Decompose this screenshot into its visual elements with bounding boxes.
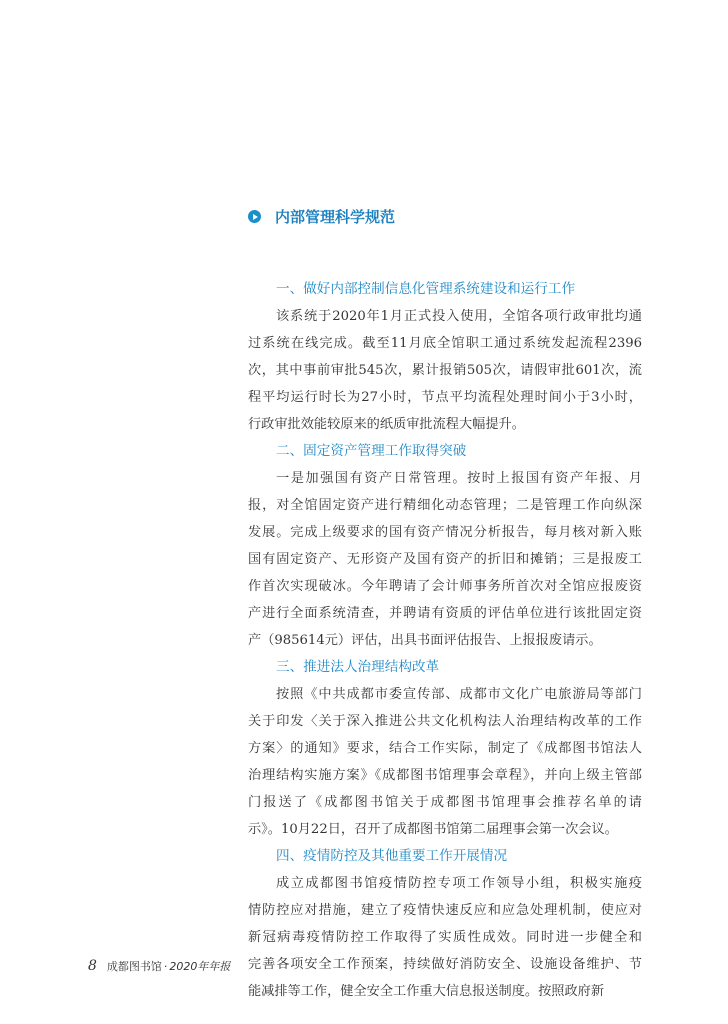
- paragraph-line: 一是加强国有资产日常管理。按时上报国有资产年报、月: [276, 471, 642, 486]
- paragraph-line: 报，对全馆固定资产进行精细化动态管理；二是管理工作向纵深: [248, 498, 642, 513]
- paragraph-line: 发展。完成上级要求的国有资产情况分析报告，每月核对新入账: [248, 525, 642, 540]
- paragraph-line: 情防控应对措施，建立了疫情快速反应和应急处理机制，使应对: [248, 903, 642, 918]
- section-header: [248, 206, 395, 227]
- paragraph-line: 国有固定资产、无形资产及国有资产的折旧和摊销；三是报废工: [248, 552, 642, 567]
- paragraph-line: 该系统于2020年1月正式投入使用，全馆各项行政审批均通: [276, 309, 642, 324]
- paragraph-line: 过系统在线完成。截至11月底全馆职工通过系统发起流程2396: [248, 336, 642, 351]
- paragraph-line: 关于印发〈关于深入推进公共文化机构法人治理结构改革的工作: [248, 714, 642, 729]
- paragraph-line: 示》。10月22日，召开了成都图书馆第二届理事会第一次会议。: [248, 822, 618, 837]
- footer-org: 成都图书馆: [106, 960, 162, 973]
- footer-title: [107, 958, 231, 974]
- paragraph-line: 按照《中共成都市委宣传部、成都市文化广电旅游局等部门: [276, 687, 642, 702]
- paragraph-line: 行政审批效能较原来的纸质审批流程大幅提升。: [248, 417, 525, 432]
- subheading: 一、做好内部控制信息化管理系统建设和运行工作: [276, 281, 576, 297]
- paragraph-line: 门报送了《成都图书馆关于成都图书馆理事会推荐名单的请: [248, 795, 642, 810]
- paragraph-line: 程平均运行时长为27小时，节点平均流程处理时间小于3小时，: [248, 390, 642, 405]
- paragraph-line: 次，其中事前审批545次，累计报销505次，请假审批601次，流: [248, 363, 642, 378]
- footer-separator: ·: [163, 960, 168, 973]
- paragraph-line: 方案〉的通知》要求，结合工作实际，制定了《成都图书馆法人: [248, 741, 642, 756]
- subheading: 四、疫情防控及其他重要工作开展情况: [276, 848, 508, 864]
- article-body: [248, 276, 642, 1005]
- section-title: 内部管理科学规范: [275, 208, 396, 226]
- paragraph-line: 治理结构实施方案》《成都图书馆理事会章程》，并向上级主管部: [248, 768, 642, 783]
- play-circle-icon: [248, 210, 261, 223]
- paragraph-line: 完善各项安全工作预案，持续做好消防安全、设施设备维护、节: [248, 957, 642, 972]
- page-footer: [88, 958, 230, 974]
- footer-report: 2020年年报: [169, 960, 231, 973]
- paragraph-line: 产进行全面系统清查，并聘请有资质的评估单位进行该批固定资: [248, 606, 642, 621]
- paragraph-line: 能减排等工作，健全安全工作重大信息报送制度。按照政府新: [248, 984, 605, 999]
- subheading: 二、固定资产管理工作取得突破: [276, 443, 467, 459]
- paragraph-line: 作首次实现破冰。今年聘请了会计师事务所首次对全馆应报废资: [248, 579, 642, 594]
- paragraph-line: 成立成都图书馆疫情防控专项工作领导小组，积极实施疫: [276, 876, 642, 891]
- subheading: 三、推进法人治理结构改革: [276, 659, 440, 675]
- paragraph-line: 新冠病毒疫情防控工作取得了实质性成效。同时进一步健全和: [248, 930, 642, 945]
- paragraph-line: 产（985614元）评估，出具书面评估报告、上报报废请示。: [248, 633, 602, 648]
- page-number: 8: [88, 958, 97, 974]
